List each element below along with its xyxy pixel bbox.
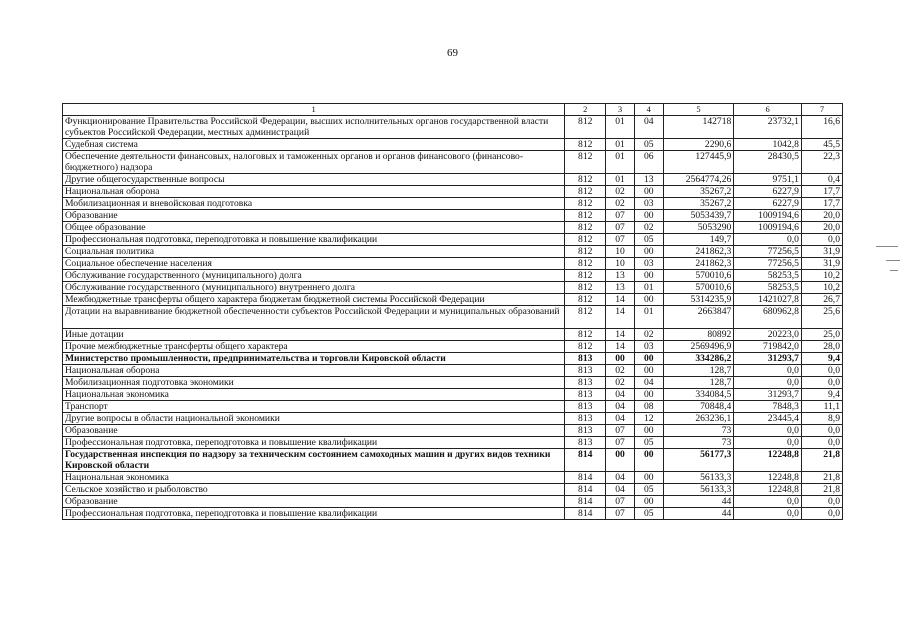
row-value-cell: 812: [565, 341, 606, 353]
row-value-cell: 02: [606, 365, 635, 377]
row-value-cell: 07: [606, 437, 635, 449]
row-value-cell: 04: [634, 377, 663, 389]
row-value-cell: 04: [606, 484, 635, 496]
row-value-cell: 0,0: [734, 365, 802, 377]
row-value-cell: 31,9: [801, 246, 842, 258]
row-name-cell: Национальная экономика: [63, 389, 565, 401]
row-value-cell: 814: [565, 449, 606, 472]
row-value-cell: 241862,3: [663, 246, 734, 258]
row-value-cell: 35267,2: [663, 198, 734, 210]
margin-scan-marks: [872, 240, 902, 280]
table-row: [63, 401, 843, 413]
row-name-cell: Другие общегосударственные вопросы: [63, 174, 565, 186]
page-number: 69: [447, 47, 458, 59]
row-value-cell: 813: [565, 413, 606, 425]
table-row: [63, 306, 843, 329]
table-row: [63, 174, 843, 186]
row-name-cell: Транспорт: [63, 401, 565, 413]
row-name-cell: Образование: [63, 210, 565, 222]
row-value-cell: 00: [606, 449, 635, 472]
row-value-cell: 814: [565, 508, 606, 520]
row-value-cell: 20,0: [801, 210, 842, 222]
row-value-cell: 03: [634, 341, 663, 353]
row-value-cell: 10,2: [801, 270, 842, 282]
row-value-cell: 00: [634, 294, 663, 306]
row-value-cell: 28,0: [801, 341, 842, 353]
row-value-cell: 813: [565, 365, 606, 377]
row-value-cell: 14: [606, 341, 635, 353]
row-value-cell: 2663847: [663, 306, 734, 329]
row-value-cell: 812: [565, 139, 606, 151]
row-value-cell: 812: [565, 270, 606, 282]
row-name-cell: Функционирование Правительства Российской Федерации, высших исполнительных органов государственной власти субъектов Российской Федерации, местных администраций: [63, 116, 565, 139]
row-value-cell: 1009194,6: [734, 210, 802, 222]
row-name-cell: Обеспечение деятельности финансовых, налоговых и таможенных органов и органов финансового (финансово-бюджетного) надзора: [63, 151, 565, 174]
table-header-row: [63, 104, 843, 116]
row-value-cell: 80892: [663, 329, 734, 341]
row-value-cell: 13: [606, 282, 635, 294]
table-body: [63, 104, 843, 520]
row-name-cell: Судебная система: [63, 139, 565, 151]
row-value-cell: 04: [634, 116, 663, 139]
row-value-cell: 00: [634, 353, 663, 365]
table-row: [63, 282, 843, 294]
table-row: [63, 508, 843, 520]
table-row: [63, 425, 843, 437]
row-value-cell: 00: [634, 186, 663, 198]
row-value-cell: 04: [606, 472, 635, 484]
row-value-cell: 02: [606, 198, 635, 210]
row-name-cell: Государственная инспекция по надзору за техническим состоянием самоходных машин и других видов техники Кировской области: [63, 449, 565, 472]
row-value-cell: 0,0: [801, 234, 842, 246]
row-value-cell: 02: [606, 186, 635, 198]
row-value-cell: 0,4: [801, 174, 842, 186]
row-value-cell: 05: [634, 484, 663, 496]
header-cell: 5: [663, 104, 734, 116]
table-row: [63, 365, 843, 377]
row-value-cell: 812: [565, 282, 606, 294]
table-row: [63, 472, 843, 484]
row-value-cell: 14: [606, 306, 635, 329]
row-value-cell: 07: [606, 425, 635, 437]
row-value-cell: 128,7: [663, 365, 734, 377]
row-value-cell: 31293,7: [734, 353, 802, 365]
row-value-cell: 07: [606, 496, 635, 508]
row-value-cell: 00: [634, 472, 663, 484]
row-value-cell: 00: [634, 389, 663, 401]
row-value-cell: 07: [606, 508, 635, 520]
row-value-cell: 1009194,6: [734, 222, 802, 234]
row-value-cell: 00: [634, 425, 663, 437]
header-cell: 1: [63, 104, 565, 116]
table-row: [63, 413, 843, 425]
row-value-cell: 35267,2: [663, 186, 734, 198]
row-value-cell: 812: [565, 186, 606, 198]
row-name-cell: Министерство промышленности, предпринимательства и торговли Кировской области: [63, 353, 565, 365]
row-value-cell: 10,2: [801, 282, 842, 294]
row-value-cell: 12248,8: [734, 449, 802, 472]
row-value-cell: 0,0: [734, 437, 802, 449]
row-name-cell: Образование: [63, 425, 565, 437]
row-value-cell: 02: [634, 222, 663, 234]
row-value-cell: 45,5: [801, 139, 842, 151]
table-row: [63, 151, 843, 174]
row-value-cell: 813: [565, 389, 606, 401]
row-value-cell: 812: [565, 234, 606, 246]
table-row: [63, 377, 843, 389]
row-value-cell: 05: [634, 234, 663, 246]
row-name-cell: Межбюджетные трансферты общего характера бюджетам бюджетной системы Российской Федерации: [63, 294, 565, 306]
row-value-cell: 812: [565, 246, 606, 258]
row-value-cell: 812: [565, 294, 606, 306]
row-name-cell: Прочие межбюджетные трансферты общего характера: [63, 341, 565, 353]
row-value-cell: 00: [634, 365, 663, 377]
table-row: [63, 246, 843, 258]
row-value-cell: 01: [606, 139, 635, 151]
row-value-cell: 04: [606, 413, 635, 425]
row-value-cell: 05: [634, 437, 663, 449]
row-value-cell: 14: [606, 294, 635, 306]
row-value-cell: 07: [606, 222, 635, 234]
row-value-cell: 812: [565, 198, 606, 210]
header-cell: 3: [606, 104, 635, 116]
row-value-cell: 26,7: [801, 294, 842, 306]
row-name-cell: Социальное обеспечение населения: [63, 258, 565, 270]
row-value-cell: 00: [634, 210, 663, 222]
row-value-cell: 21,8: [801, 449, 842, 472]
row-value-cell: 8,9: [801, 413, 842, 425]
row-name-cell: Образование: [63, 496, 565, 508]
row-value-cell: 0,0: [801, 377, 842, 389]
table-row: [63, 449, 843, 472]
table-row: [63, 198, 843, 210]
row-value-cell: 5314235,9: [663, 294, 734, 306]
row-name-cell: Общее образование: [63, 222, 565, 234]
row-value-cell: 14: [606, 329, 635, 341]
row-value-cell: 77256,5: [734, 246, 802, 258]
row-value-cell: 23445,4: [734, 413, 802, 425]
row-name-cell: Профессиональная подготовка, переподготовка и повышение квалификации: [63, 234, 565, 246]
row-value-cell: 56133,3: [663, 472, 734, 484]
row-value-cell: 812: [565, 222, 606, 234]
row-value-cell: 03: [634, 198, 663, 210]
row-value-cell: 31293,7: [734, 389, 802, 401]
row-name-cell: Обслуживание государственного (муниципального) долга: [63, 270, 565, 282]
row-value-cell: 719842,0: [734, 341, 802, 353]
row-value-cell: 06: [634, 151, 663, 174]
row-value-cell: 20223,0: [734, 329, 802, 341]
row-value-cell: 20,0: [801, 222, 842, 234]
row-value-cell: 812: [565, 306, 606, 329]
row-value-cell: 127445,9: [663, 151, 734, 174]
row-value-cell: 03: [634, 258, 663, 270]
header-cell: 4: [634, 104, 663, 116]
row-value-cell: 00: [634, 449, 663, 472]
table-row: [63, 484, 843, 496]
row-value-cell: 25,6: [801, 306, 842, 329]
row-value-cell: 814: [565, 472, 606, 484]
row-value-cell: 11,1: [801, 401, 842, 413]
row-value-cell: 812: [565, 116, 606, 139]
row-value-cell: 07: [606, 234, 635, 246]
row-value-cell: 17,7: [801, 198, 842, 210]
row-value-cell: 2290,6: [663, 139, 734, 151]
row-value-cell: 05: [634, 139, 663, 151]
table-row: [63, 270, 843, 282]
row-value-cell: 241862,3: [663, 258, 734, 270]
row-value-cell: 812: [565, 258, 606, 270]
row-name-cell: Другие вопросы в области национальной экономики: [63, 413, 565, 425]
row-value-cell: 0,0: [734, 377, 802, 389]
row-value-cell: 02: [606, 377, 635, 389]
row-value-cell: 0,0: [801, 437, 842, 449]
row-value-cell: 10: [606, 258, 635, 270]
row-value-cell: 21,8: [801, 472, 842, 484]
row-value-cell: 13: [606, 270, 635, 282]
row-name-cell: Мобилизационная подготовка экономики: [63, 377, 565, 389]
row-value-cell: 04: [606, 401, 635, 413]
row-value-cell: 02: [634, 329, 663, 341]
row-value-cell: 12248,8: [734, 484, 802, 496]
row-value-cell: 813: [565, 437, 606, 449]
row-value-cell: 28430,5: [734, 151, 802, 174]
row-value-cell: 334084,5: [663, 389, 734, 401]
row-value-cell: 812: [565, 151, 606, 174]
row-value-cell: 21,8: [801, 484, 842, 496]
row-value-cell: 01: [606, 151, 635, 174]
row-value-cell: 44: [663, 508, 734, 520]
row-value-cell: 812: [565, 174, 606, 186]
row-value-cell: 2569496,9: [663, 341, 734, 353]
row-value-cell: 5053290: [663, 222, 734, 234]
row-value-cell: 04: [606, 389, 635, 401]
row-value-cell: 5053439,7: [663, 210, 734, 222]
row-value-cell: 44: [663, 496, 734, 508]
row-value-cell: 263236,1: [663, 413, 734, 425]
row-value-cell: 00: [634, 496, 663, 508]
row-value-cell: 12248,8: [734, 472, 802, 484]
row-value-cell: 0,0: [734, 496, 802, 508]
row-value-cell: 9751,1: [734, 174, 802, 186]
row-value-cell: 01: [634, 306, 663, 329]
row-name-cell: Социальная политика: [63, 246, 565, 258]
row-value-cell: 05: [634, 508, 663, 520]
row-value-cell: 2564774,26: [663, 174, 734, 186]
row-value-cell: 01: [606, 116, 635, 139]
row-name-cell: Национальная оборона: [63, 365, 565, 377]
row-name-cell: Национальная экономика: [63, 472, 565, 484]
row-value-cell: 16,6: [801, 116, 842, 139]
header-cell: 2: [565, 104, 606, 116]
row-value-cell: 58253,5: [734, 282, 802, 294]
row-value-cell: 813: [565, 353, 606, 365]
table-row: [63, 389, 843, 401]
table-row: [63, 186, 843, 198]
row-value-cell: 814: [565, 496, 606, 508]
row-value-cell: 0,0: [734, 508, 802, 520]
table-row: [63, 258, 843, 270]
row-value-cell: 0,0: [801, 425, 842, 437]
row-value-cell: 7848,3: [734, 401, 802, 413]
row-value-cell: 77256,5: [734, 258, 802, 270]
row-value-cell: 149,7: [663, 234, 734, 246]
row-value-cell: 31,9: [801, 258, 842, 270]
table-row: [63, 139, 843, 151]
table-row: [63, 353, 843, 365]
row-value-cell: 10: [606, 246, 635, 258]
row-value-cell: 0,0: [801, 508, 842, 520]
budget-table: [62, 103, 843, 520]
row-value-cell: 9,4: [801, 389, 842, 401]
row-value-cell: 0,0: [734, 425, 802, 437]
row-value-cell: 9,4: [801, 353, 842, 365]
row-value-cell: 813: [565, 425, 606, 437]
header-cell: 7: [801, 104, 842, 116]
table-row: [63, 341, 843, 353]
row-value-cell: 73: [663, 437, 734, 449]
row-value-cell: 814: [565, 484, 606, 496]
row-value-cell: 01: [634, 282, 663, 294]
row-value-cell: 25,0: [801, 329, 842, 341]
row-name-cell: Профессиональная подготовка, переподготовка и повышение квалификации: [63, 437, 565, 449]
row-value-cell: 812: [565, 210, 606, 222]
row-value-cell: 22,3: [801, 151, 842, 174]
row-value-cell: 570010,6: [663, 270, 734, 282]
row-value-cell: 812: [565, 329, 606, 341]
row-value-cell: 07: [606, 210, 635, 222]
row-value-cell: 128,7: [663, 377, 734, 389]
row-name-cell: Дотации на выравнивание бюджетной обеспеченности субъектов Российской Федерации и муниципальных образований: [63, 306, 565, 329]
row-value-cell: 00: [606, 353, 635, 365]
table-row: [63, 116, 843, 139]
row-value-cell: 00: [634, 246, 663, 258]
row-value-cell: 23732,1: [734, 116, 802, 139]
header-cell: 6: [734, 104, 802, 116]
row-name-cell: Профессиональная подготовка, переподготовка и повышение квалификации: [63, 508, 565, 520]
row-value-cell: 56133,3: [663, 484, 734, 496]
row-value-cell: 00: [634, 270, 663, 282]
row-name-cell: Сельское хозяйство и рыболовство: [63, 484, 565, 496]
row-value-cell: 01: [606, 174, 635, 186]
row-value-cell: 6227,9: [734, 198, 802, 210]
row-value-cell: 0,0: [801, 496, 842, 508]
table-row: [63, 437, 843, 449]
row-value-cell: 17,7: [801, 186, 842, 198]
row-value-cell: 680962,8: [734, 306, 802, 329]
table-row: [63, 329, 843, 341]
row-value-cell: 142718: [663, 116, 734, 139]
row-value-cell: 813: [565, 401, 606, 413]
table-row: [63, 234, 843, 246]
row-value-cell: 570010,6: [663, 282, 734, 294]
row-value-cell: 1421027,8: [734, 294, 802, 306]
row-value-cell: 73: [663, 425, 734, 437]
row-value-cell: 1042,8: [734, 139, 802, 151]
row-value-cell: 56177,3: [663, 449, 734, 472]
table-row: [63, 210, 843, 222]
row-value-cell: 08: [634, 401, 663, 413]
row-name-cell: Обслуживание государственного (муниципального) внутреннего долга: [63, 282, 565, 294]
row-name-cell: Национальная оборона: [63, 186, 565, 198]
row-value-cell: 13: [634, 174, 663, 186]
row-name-cell: Мобилизационная и вневойсковая подготовка: [63, 198, 565, 210]
row-value-cell: 12: [634, 413, 663, 425]
row-value-cell: 0,0: [801, 365, 842, 377]
table-row: [63, 222, 843, 234]
row-value-cell: 0,0: [734, 234, 802, 246]
row-value-cell: 6227,9: [734, 186, 802, 198]
row-value-cell: 70848,4: [663, 401, 734, 413]
table-row: [63, 496, 843, 508]
row-name-cell: Иные дотации: [63, 329, 565, 341]
row-value-cell: 813: [565, 377, 606, 389]
row-value-cell: 58253,5: [734, 270, 802, 282]
table-row: [63, 294, 843, 306]
row-value-cell: 334286,2: [663, 353, 734, 365]
